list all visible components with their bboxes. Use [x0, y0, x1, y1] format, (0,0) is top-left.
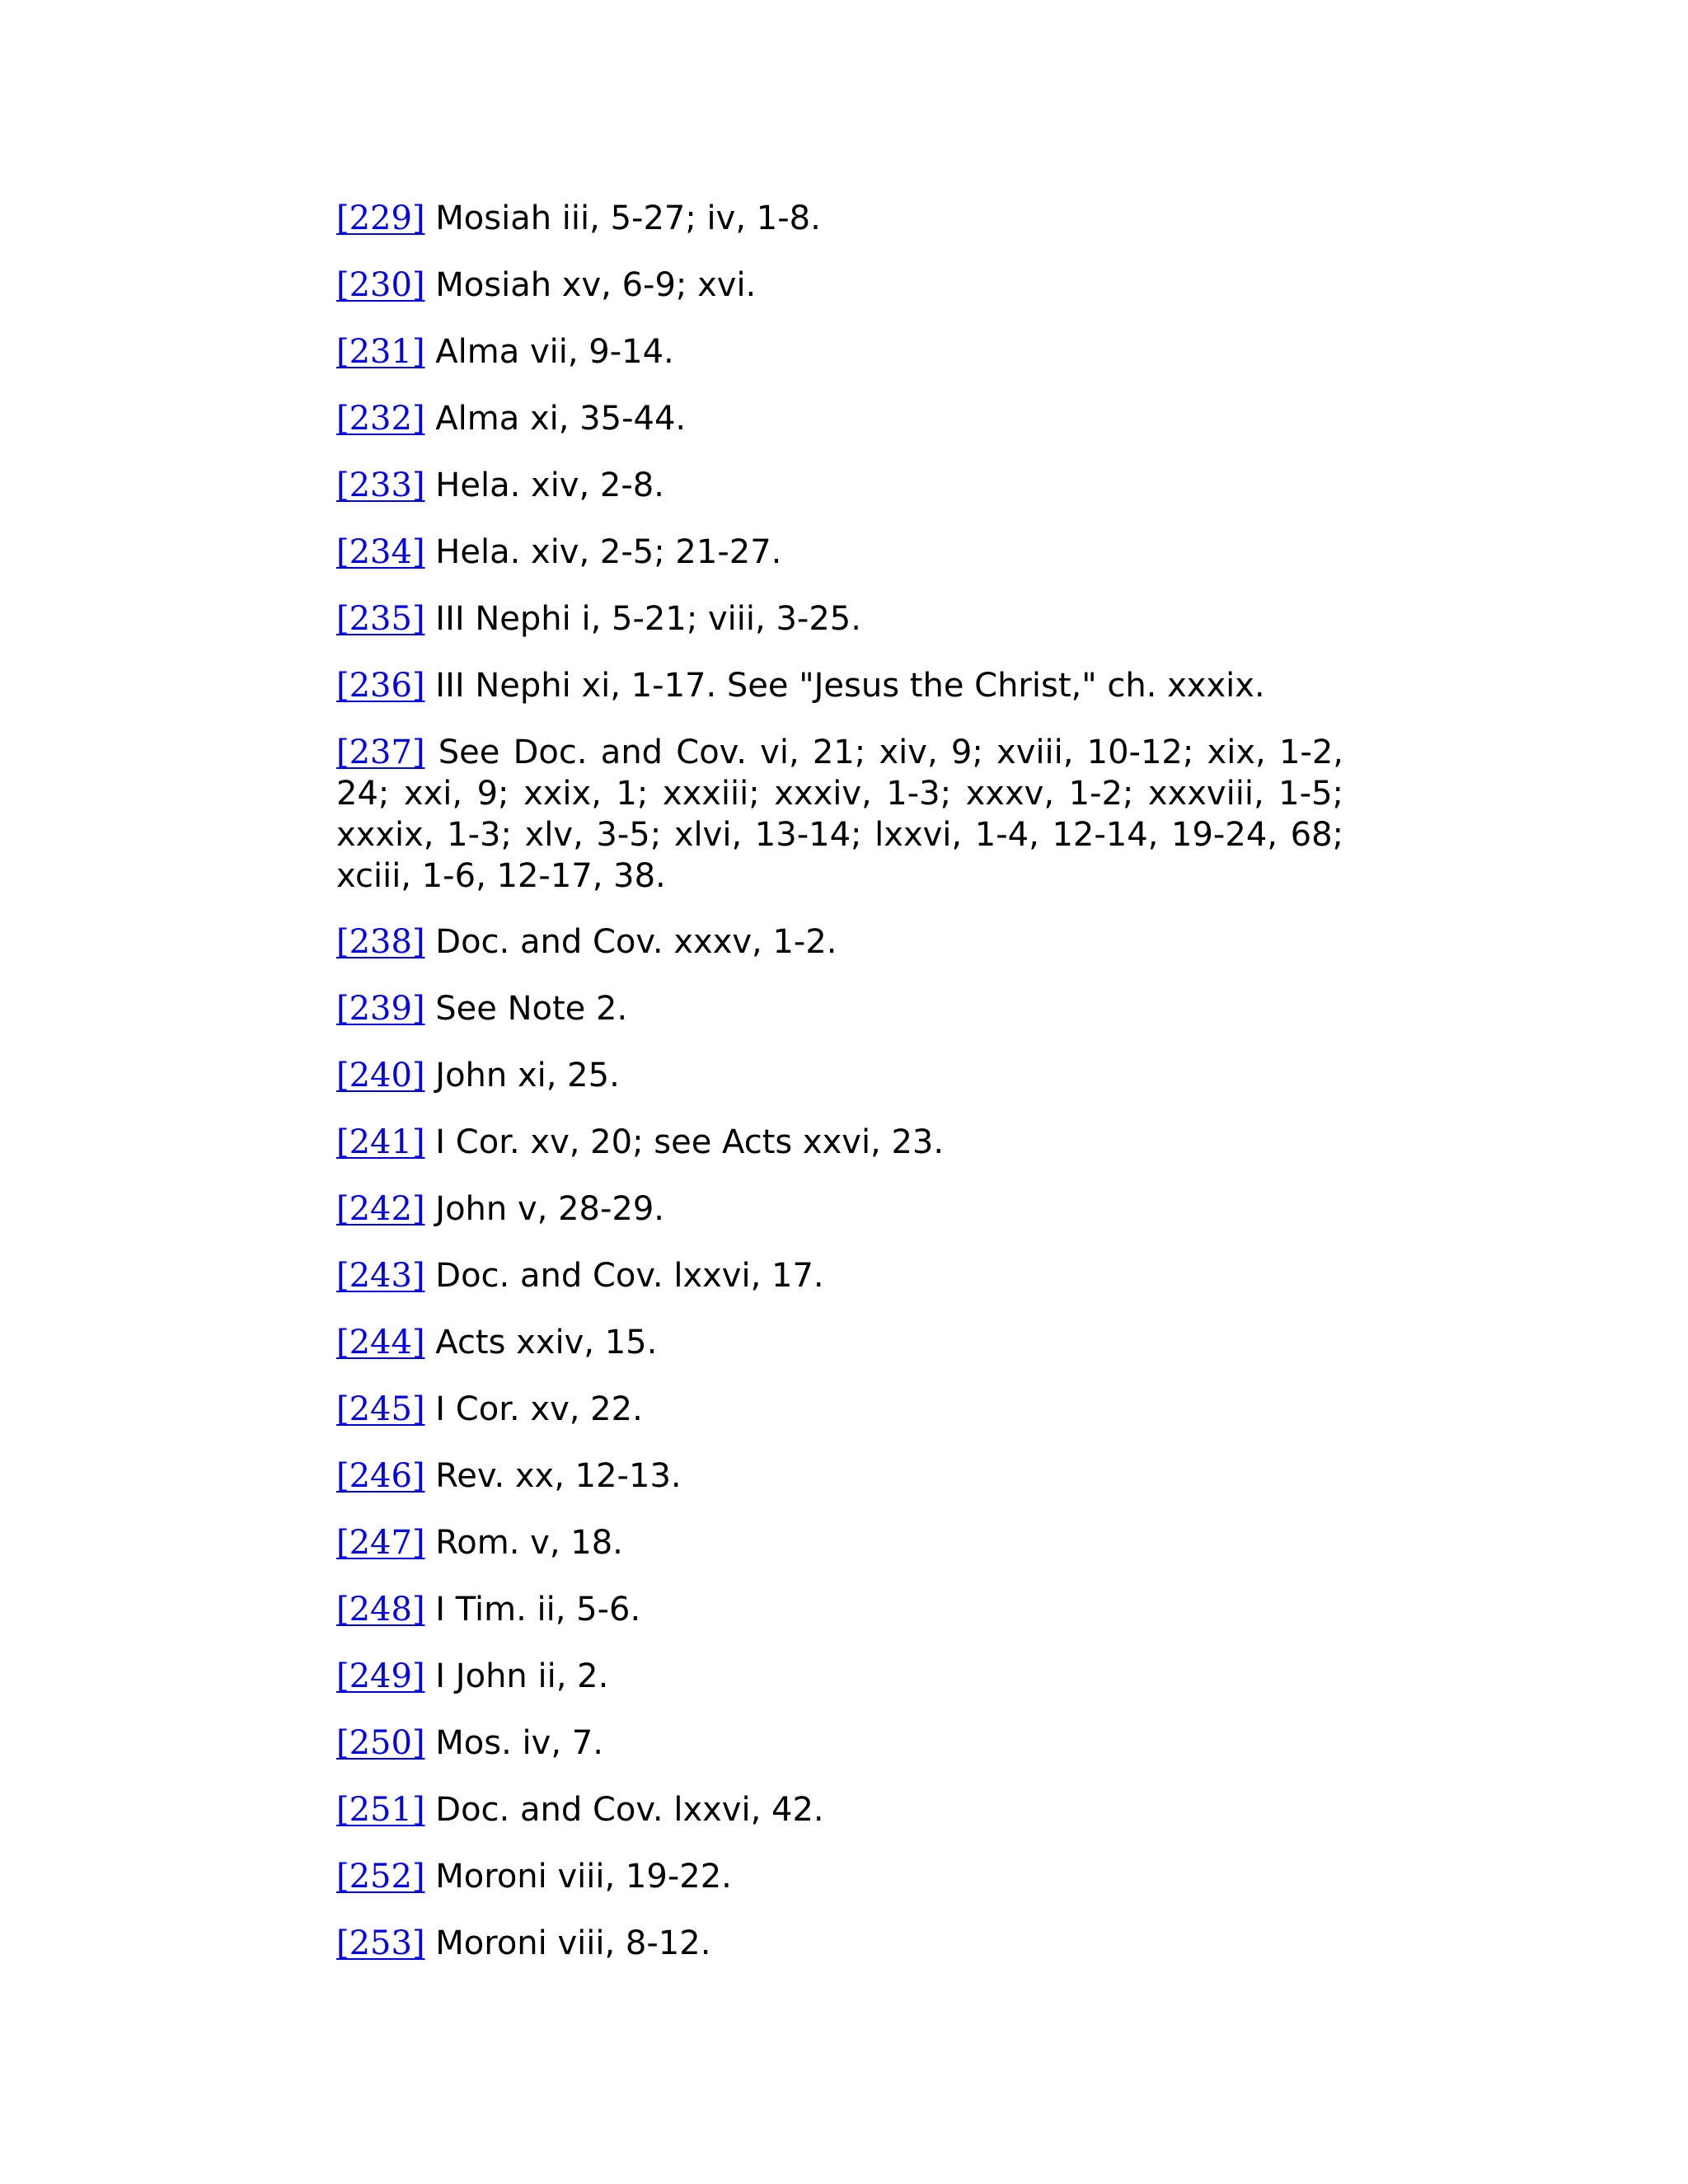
- footnote-link-230[interactable]: [230]: [336, 266, 425, 304]
- footnote-link-231[interactable]: [231]: [336, 333, 425, 371]
- footnote-235: [336, 598, 1343, 640]
- footnote-text: Doc. and Cov. lxxvi, 17.: [435, 1257, 824, 1295]
- footnote-text: Moroni viii, 19-22.: [435, 1858, 732, 1896]
- footnote-250: [336, 1722, 1343, 1764]
- footnote-link-237[interactable]: [237]: [336, 733, 425, 771]
- footnote-link-251[interactable]: [251]: [336, 1791, 425, 1829]
- footnote-link-234[interactable]: [234]: [336, 533, 425, 571]
- footnote-text: Alma xi, 35-44.: [435, 400, 687, 438]
- footnote-253: [336, 1923, 1343, 1964]
- footnote-247: [336, 1522, 1343, 1563]
- footnote-text: See Doc. and Cov. vi, 21; xiv, 9; xviii, 10-12; xix, 1-2, 24; xxi, 9; xxix, 1; xxxiii; xxxiv, 1-3; xxxv, 1-2; xxxviii, 1-5; xxxix, 1-3; xlv, 3-5; xlvi, 13-14; lxxvi, 1-4, 12-14, 19-24, 68; xciii, 1-6, 12-17, 38.: [336, 733, 1343, 895]
- footnote-text: Acts xxiv, 15.: [435, 1324, 658, 1361]
- footnote-link-242[interactable]: [242]: [336, 1190, 425, 1228]
- footnote-252: [336, 1856, 1343, 1897]
- footnote-text: See Note 2.: [435, 990, 628, 1028]
- footnote-248: [336, 1589, 1343, 1630]
- footnote-text: Rom. v, 18.: [435, 1524, 623, 1562]
- footnote-link-232[interactable]: [232]: [336, 400, 425, 438]
- footnote-text: Hela. xiv, 2-8.: [435, 466, 664, 504]
- footnote-text: Alma vii, 9-14.: [435, 333, 674, 371]
- footnote-243: [336, 1255, 1343, 1296]
- footnote-link-244[interactable]: [244]: [336, 1324, 425, 1361]
- footnote-246: [336, 1455, 1343, 1497]
- footnote-245: [336, 1389, 1343, 1430]
- footnote-234: [336, 532, 1343, 573]
- footnote-text: I John ii, 2.: [435, 1657, 609, 1695]
- footnote-link-240[interactable]: [240]: [336, 1057, 425, 1094]
- footnote-text: I Cor. xv, 20; see Acts xxvi, 23.: [435, 1123, 945, 1161]
- footnote-237: [336, 732, 1343, 897]
- footnote-link-253[interactable]: [253]: [336, 1924, 425, 1962]
- footnote-link-249[interactable]: [249]: [336, 1657, 425, 1695]
- footnote-link-238[interactable]: [238]: [336, 923, 425, 961]
- footnote-text: John v, 28-29.: [435, 1190, 665, 1228]
- footnote-link-246[interactable]: [246]: [336, 1457, 425, 1495]
- footnote-238: [336, 921, 1343, 963]
- footnote-link-233[interactable]: [233]: [336, 466, 425, 504]
- footnote-239: [336, 988, 1343, 1029]
- footnote-list: [336, 198, 1343, 1990]
- footnote-text: Mosiah xv, 6-9; xvi.: [435, 266, 757, 304]
- footnote-231: [336, 331, 1343, 373]
- footnote-link-252[interactable]: [252]: [336, 1858, 425, 1896]
- footnote-text: Doc. and Cov. xxxv, 1-2.: [435, 923, 837, 961]
- footnote-text: Hela. xiv, 2-5; 21-27.: [435, 533, 782, 571]
- footnote-text: III Nephi xi, 1-17. See "Jesus the Christ," ch. xxxix.: [435, 667, 1265, 705]
- footnote-text: Rev. xx, 12-13.: [435, 1457, 682, 1495]
- footnote-229: [336, 198, 1343, 239]
- footnote-text: I Cor. xv, 22.: [435, 1390, 643, 1428]
- footnote-236: [336, 665, 1343, 706]
- footnote-251: [336, 1789, 1343, 1830]
- footnote-link-241[interactable]: [241]: [336, 1123, 425, 1161]
- footnote-240: [336, 1055, 1343, 1096]
- footnote-text: Doc. and Cov. lxxvi, 42.: [435, 1791, 824, 1829]
- footnote-text: III Nephi i, 5-21; viii, 3-25.: [435, 600, 861, 638]
- footnote-text: I Tim. ii, 5-6.: [435, 1591, 641, 1629]
- footnote-link-245[interactable]: [245]: [336, 1390, 425, 1428]
- footnote-link-236[interactable]: [236]: [336, 667, 425, 705]
- footnote-link-248[interactable]: [248]: [336, 1591, 425, 1629]
- footnote-link-235[interactable]: [235]: [336, 600, 425, 638]
- footnote-242: [336, 1188, 1343, 1230]
- footnote-230: [336, 265, 1343, 306]
- footnote-link-247[interactable]: [247]: [336, 1524, 425, 1562]
- footnote-text: Mos. iv, 7.: [435, 1724, 603, 1762]
- footnote-link-239[interactable]: [239]: [336, 990, 425, 1028]
- footnote-text: Mosiah iii, 5-27; iv, 1-8.: [435, 199, 821, 237]
- footnote-233: [336, 465, 1343, 506]
- footnote-link-250[interactable]: [250]: [336, 1724, 425, 1762]
- footnote-241: [336, 1122, 1343, 1163]
- footnote-link-229[interactable]: [229]: [336, 199, 425, 237]
- footnote-link-243[interactable]: [243]: [336, 1257, 425, 1295]
- footnote-244: [336, 1322, 1343, 1363]
- footnote-text: Moroni viii, 8-12.: [435, 1924, 711, 1962]
- footnote-232: [336, 398, 1343, 439]
- footnote-text: John xi, 25.: [435, 1057, 620, 1094]
- footnote-249: [336, 1656, 1343, 1697]
